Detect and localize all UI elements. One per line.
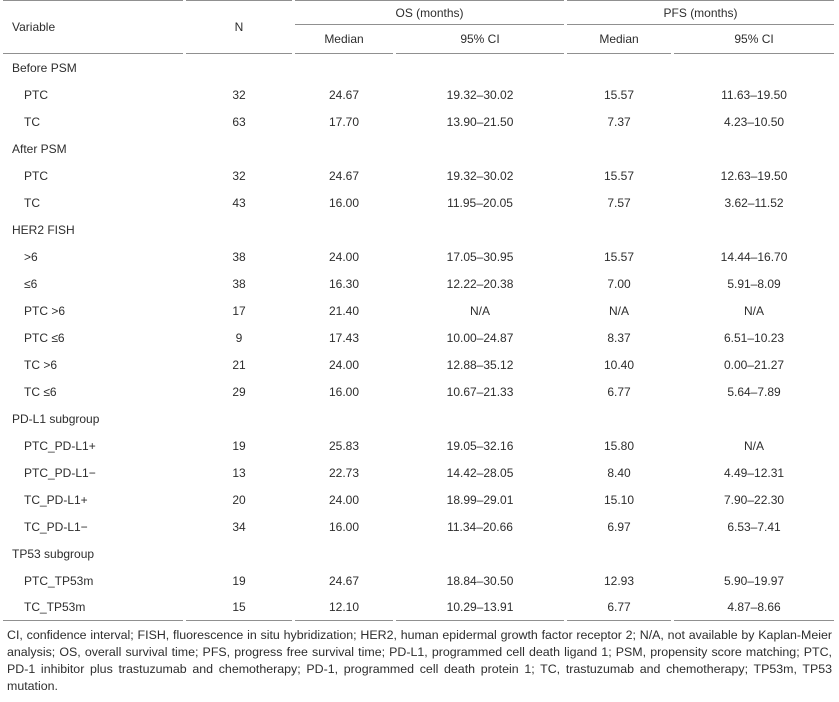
cell-pfs-median: 8.40 [607,465,631,480]
col-group-pfs: PFS (months) [567,0,834,25]
section-label: PD-L1 subgroup [12,411,100,426]
col-group-os: OS (months) [295,0,564,25]
cell-pfs-median: 15.57 [604,168,635,183]
cell-pfs-median: 15.57 [604,87,635,102]
cell-n: 13 [232,465,246,480]
cell-pfs-ci: 5.90–19.97 [723,573,785,588]
cell-n: 34 [232,519,246,534]
cell-n: 21 [232,357,246,372]
cell-n: 20 [232,492,246,507]
cell-os-median: 17.43 [328,330,360,345]
cell-pfs-median: 15.10 [604,492,635,507]
col-header-os-ci: 95% CI [396,25,564,54]
cell-n: 9 [235,330,243,345]
cell-pfs-ci: 14.44–16.70 [720,249,788,264]
cell-os-ci: 11.95–20.05 [447,195,513,210]
cell-pfs-median: 15.80 [604,438,635,453]
col-header-pfs-median: Median [567,25,671,54]
cell-os-median: 12.10 [295,594,393,621]
cell-pfs-ci: 7.90–22.30 [723,492,785,507]
col-header-pfs-ci: 95% CI [674,25,834,54]
cell-pfs-ci: 0.00–21.27 [723,357,785,372]
cell-os-median: 24.00 [328,357,360,372]
cell-n: 29 [232,384,246,399]
cell-n: 63 [232,114,246,129]
cell-os-ci: 19.05–32.16 [446,438,514,453]
cell-pfs-ci: 11.63–19.50 [721,87,787,102]
col-header-n: N [186,0,292,54]
section-label: Before PSM [12,60,77,75]
data-row [3,594,834,621]
cell-pfs-median: 6.77 [607,384,631,399]
cell-os-ci: 10.67–21.33 [446,384,514,399]
data-row [3,486,834,513]
data-row [3,162,834,189]
cell-pfs-ci: 6.51–10.23 [723,330,785,345]
cell-pfs-ci: 4.23–10.50 [723,114,785,129]
data-row [3,189,834,216]
section-label: After PSM [12,141,67,156]
cell-os-ci: N/A [470,303,491,318]
cell-pfs-ci: 5.64–7.89 [727,384,781,399]
cell-os-ci: 14.42–28.05 [446,465,514,480]
cell-n: 15 [186,594,292,621]
cell-pfs-median: 12.93 [604,573,635,588]
cell-n: 38 [232,276,246,291]
cell-os-median: 25.83 [328,438,360,453]
row-label: TC >6 [24,357,58,372]
cell-pfs-ci: N/A [744,303,765,318]
col-header-variable: Variable [3,0,183,54]
row-label: PTC_TP53m [24,573,94,588]
row-label: PTC [24,168,48,183]
cell-os-median: 24.67 [328,168,360,183]
row-label: PTC_PD-L1− [24,465,96,480]
cell-n: 19 [232,438,246,453]
section-row [3,540,834,567]
cell-os-median: 24.00 [328,492,360,507]
cell-os-median: 16.00 [328,519,360,534]
data-row [3,81,834,108]
cell-os-median: 21.40 [328,303,360,318]
row-label: TC ≤6 [24,384,57,399]
row-label: PTC [24,87,48,102]
cell-os-ci: 10.29–13.91 [396,594,564,621]
row-label: PTC >6 [24,303,66,318]
data-row [3,108,834,135]
cell-os-median: 24.67 [328,573,360,588]
cell-os-ci: 17.05–30.95 [446,249,514,264]
data-row [3,270,834,297]
cell-n: 32 [232,87,246,102]
section-row [3,54,834,81]
data-row [3,243,834,270]
section-row [3,405,834,432]
cell-os-ci: 12.22–20.38 [446,276,514,291]
row-label: TC_TP53m [3,594,183,621]
cell-os-ci: 13.90–21.50 [446,114,514,129]
cell-pfs-median: 10.40 [604,357,635,372]
data-row [3,297,834,324]
row-label: PTC_PD-L1+ [24,438,96,453]
cell-pfs-ci: 3.62–11.52 [724,195,784,210]
data-row [3,567,834,594]
cell-pfs-median: 6.97 [607,519,631,534]
row-label: TC_PD-L1+ [24,492,88,507]
row-label: >6 [24,249,38,264]
cell-pfs-median: 7.37 [607,114,631,129]
section-row [3,135,834,162]
cell-os-median: 16.30 [328,276,360,291]
cell-os-ci: 19.32–30.02 [446,168,514,183]
data-row [3,378,834,405]
cell-pfs-ci: 12.63–19.50 [720,168,788,183]
row-label: PTC ≤6 [24,330,65,345]
cell-n: 19 [232,573,246,588]
cell-pfs-median: 7.00 [607,276,631,291]
cell-pfs-median: 15.57 [604,249,635,264]
cell-os-ci: 18.84–30.50 [446,573,514,588]
data-row [3,513,834,540]
cell-pfs-median: 8.37 [607,330,631,345]
cell-pfs-ci: 5.91–8.09 [727,276,781,291]
cell-os-median: 17.70 [328,114,360,129]
row-label: TC [24,114,40,129]
cell-os-ci: 10.00–24.87 [446,330,514,345]
cell-pfs-median: N/A [609,303,630,318]
cell-os-median: 24.00 [328,249,360,264]
data-row [3,324,834,351]
data-row [3,351,834,378]
cell-pfs-ci: N/A [744,438,765,453]
data-row [3,432,834,459]
cell-os-ci: 11.34–20.66 [447,519,513,534]
header-row-groups [3,0,834,25]
cell-n: 32 [232,168,246,183]
cell-pfs-ci: 6.53–7.41 [727,519,781,534]
col-header-os-median: Median [295,25,393,54]
row-label: TC_PD-L1− [24,519,88,534]
cell-pfs-median: 6.77 [567,594,671,621]
cell-n: 38 [232,249,246,264]
data-row [3,459,834,486]
table-footnote: CI, confidence interval; FISH, fluorescence in situ hybridization; HER2, human epidermal growth factor receptor 2; N/A, not available by Kaplan-Meier analysis; OS, overall survival time; PFS, progress free survival time; PD-L1, programmed cell death ligand 1; PSM, propensity score matching; PTC, PD-1 inhibitor plus trastuzumab and chemotherapy; PD-1, programmed cell death protein 1; TC, trastuzumab and chemotherapy; TP53m, TP53 mutation. [7,628,832,693]
cell-n: 43 [232,195,246,210]
cell-pfs-ci: 4.49–12.31 [723,465,785,480]
table-header [3,0,834,54]
section-label: HER2 FISH [12,222,75,237]
table-body [3,54,834,621]
cell-os-median: 16.00 [328,195,360,210]
cell-n: 17 [232,303,246,318]
cell-pfs-ci: 4.87–8.66 [674,594,834,621]
row-label: ≤6 [24,276,38,291]
row-label: TC [24,195,40,210]
cell-os-median: 16.00 [328,384,360,399]
section-row [3,216,834,243]
cell-os-ci: 12.88–35.12 [446,357,514,372]
cell-pfs-median: 7.57 [607,195,631,210]
cell-os-median: 22.73 [328,465,360,480]
cell-os-ci: 19.32–30.02 [446,87,514,102]
cell-os-median: 24.67 [328,87,360,102]
section-label: TP53 subgroup [12,546,95,561]
cell-os-ci: 18.99–29.01 [446,492,514,507]
